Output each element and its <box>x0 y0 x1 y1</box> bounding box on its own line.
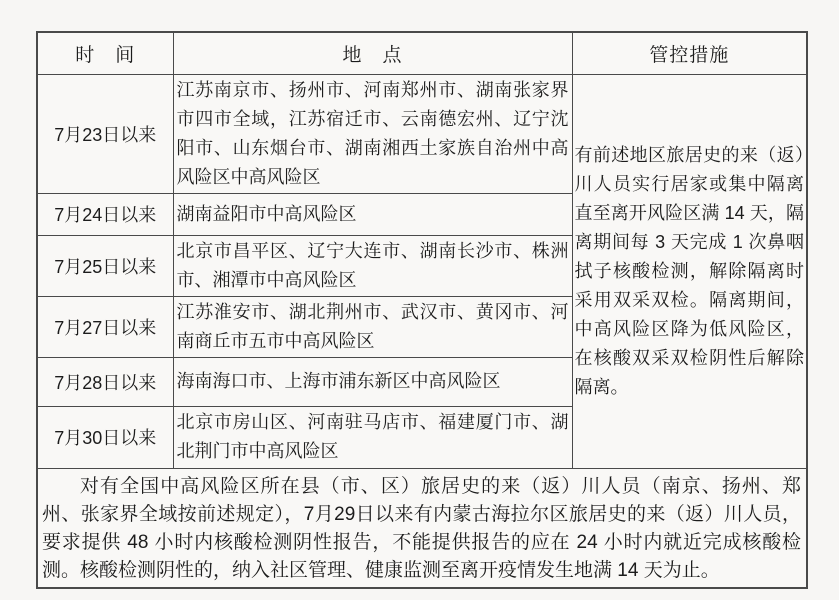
table-row <box>37 74 807 193</box>
location-cell: 北京市房山区、河南驻马店市、福建厦门市、湖北荆门市中高风险区 <box>173 406 572 468</box>
risk-area-control-table <box>36 31 808 589</box>
location-cell: 江苏南京市、扬州市、河南郑州市、湖南张家界市四市全域，江苏宿迁市、云南德宏州、辽宁沈阳市、山东烟台市、湖南湘西土家族自治州中高风险区中高风险区 <box>173 74 572 193</box>
footnote-text: 对有全国中高风险区所在县（市、区）旅居史的来（返）川人员（南京、扬州、郑州、张家界全域按前述规定），7月29日以来有内蒙古海拉尔区旅居史的来（返）川人员，要求提供 48 小时内核酸检测阴性报告，不能提供报告的应在 24 小时内就近完成核酸检测。核酸检测阴性的，纳入社区管理、健康监测至离开疫情发生地满 14 天为止。 <box>42 475 801 581</box>
location-cell: 湖南益阳市中高风险区 <box>173 193 572 235</box>
header-location: 地 点 <box>173 32 572 74</box>
time-cell: 7月27日以来 <box>37 296 173 357</box>
location-cell: 北京市昌平区、辽宁大连市、湖南长沙市、株洲市、湘潭市中高风险区 <box>173 235 572 296</box>
location-cell: 海南海口市、上海市浦东新区中高风险区 <box>173 357 572 406</box>
time-cell: 7月30日以来 <box>37 406 173 468</box>
measures-merged-cell: 有前述地区旅居史的来（返）川人员实行居家或集中隔离直至离开风险区满 14 天，隔离期间每 3 天完成 1 次鼻咽拭子核酸检测，解除隔离时采用双采双检。隔离期间，中高风险区降为低风险区，在核酸双采双检阴性后解除隔离。 <box>572 74 807 468</box>
time-cell: 7月28日以来 <box>37 357 173 406</box>
time-cell: 7月25日以来 <box>37 235 173 296</box>
footnote-row <box>37 468 807 588</box>
header-measures: 管控措施 <box>572 32 807 74</box>
time-cell: 7月24日以来 <box>37 193 173 235</box>
time-cell: 7月23日以来 <box>37 74 173 193</box>
footnote-cell <box>37 468 807 588</box>
location-cell: 江苏淮安市、湖北荆州市、武汉市、黄冈市、河南商丘市五市中高风险区 <box>173 296 572 357</box>
header-time: 时 间 <box>37 32 173 74</box>
table-header-row <box>37 32 807 74</box>
